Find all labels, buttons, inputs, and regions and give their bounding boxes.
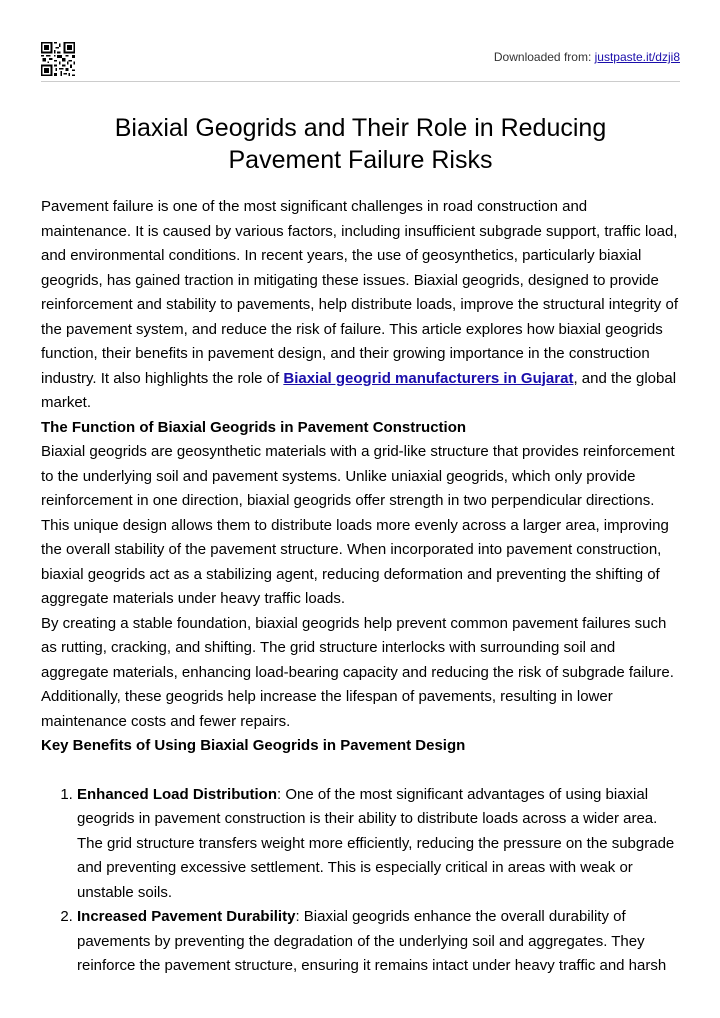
- function-paragraph-1: Biaxial geogrids are geosynthetic materials with a grid-like structure that provides reinforcement to the underlying soil and pavement systems. Unlike uniaxial geogrids, which only provide reinforcement in one direction, biaxial geogrids offer strength in two perpendicular directions. This unique design allows them to distribute loads more evenly across a larger area, improving the overall stability of the pavement structure. When incorporated into pavement construction, biaxial geogrids act as a stabilizing agent, reducing deformation and preventing the shifting of aggregate materials under heavy traffic loads.: [41, 443, 675, 607]
- article-body: [41, 195, 680, 979]
- list-item: [77, 905, 680, 979]
- intro-paragraph: [41, 195, 680, 416]
- page-title: [41, 112, 680, 176]
- benefits-list: [41, 783, 680, 979]
- page-title-line1: Biaxial Geogrids and Their Role in Reducing: [114, 114, 607, 142]
- intro-text: Pavement failure is one of the most significant challenges in road construction and maintenance. It is caused by various factors, including insufficient subgrade support, traffic load, and environmental conditions. In recent years, the use of geosynthetics, particularly biaxial geogrids, has gained traction in mitigating these issues. Biaxial geogrids, designed to provide reinforcement and stability to pavements, help distribute loads, improve the structural integrity of the pavement system, and reduce the risk of failure. This article explores how biaxial geogrids function, their benefits in pavement design, and their growing importance in the construction industry. It also highlights the role of: [41, 198, 678, 387]
- benefit-text: : One of the most significant advantages of using biaxial geogrids in pavement construction is their ability to distribute loads across a wider area. The grid structure transfers weight more efficiently, reducing the pressure on the subgrade and preventing excessive settlement. This is especially critical in areas with weak or unstable soils.: [77, 785, 675, 901]
- section-heading-function: The Function of Biaxial Geogrids in Pavement Construction: [41, 418, 467, 436]
- download-source: [494, 50, 680, 64]
- header-divider: [41, 81, 680, 82]
- qr-code-icon: [41, 42, 75, 76]
- section-heading-benefits: Key Benefits of Using Biaxial Geogrids in Pavement Design: [41, 737, 466, 754]
- benefit-text: : Biaxial geogrids enhance the overall durability of pavements by preventing the degradation of the underlying soil and aggregates. They reinforce the pavement structure, ensuring it remains intact under heavy traffic and harsh: [77, 908, 667, 974]
- list-item: [77, 783, 680, 906]
- intro-text-end: , and the global market.: [41, 369, 677, 411]
- benefit-title: Enhanced Load Distribution: [77, 785, 278, 803]
- page-title-line2: Pavement Failure Risks: [228, 146, 493, 174]
- download-source-link[interactable]: justpaste.it/dzji8: [594, 50, 680, 64]
- benefit-title: Increased Pavement Durability: [77, 908, 296, 925]
- download-prefix: Downloaded from:: [493, 50, 595, 64]
- function-paragraph-2: By creating a stable foundation, biaxial geogrids help prevent common pavement failures such as rutting, cracking, and shifting. The grid structure interlocks with surrounding soil and aggregate materials, enhancing load-bearing capacity and reducing the risk of subgrade failure. Additionally, these geogrids help increase the lifespan of pavements, resulting in lower maintenance costs and fewer repairs.: [41, 614, 674, 730]
- manufacturers-link[interactable]: Biaxial geogrid manufacturers in Gujarat: [283, 369, 574, 387]
